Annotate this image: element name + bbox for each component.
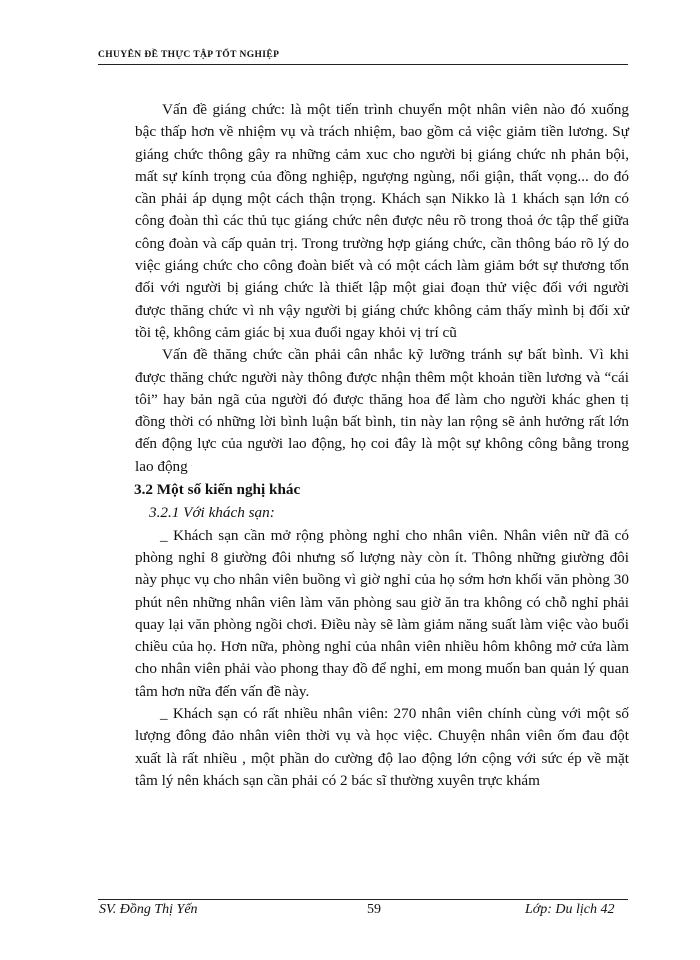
document-body [135, 99, 629, 792]
page-number: 59 [367, 902, 381, 917]
subsection-heading: 3.2.1 Với khách sạn: [149, 504, 275, 522]
paragraph-doctors: _ Khách sạn có rất nhiều nhân viên: 270 nhân viên chính cùng với một số lượng đông đảo nhân viên thời vụ và học việc. Chuyện nhân viên ốm đau đột xuất là rất nhiều , một phần do cường độ lao động lớn cộng với sức ép về mặt tâm lý nên khách sạn cần phải có 2 bác sĩ thường xuyên trực khám [135, 705, 629, 789]
footer-student-name: SV. Đồng Thị Yến [99, 902, 198, 917]
section-heading: 3.2 Một số kiến nghị khác [134, 481, 301, 499]
footer-divider [98, 899, 628, 900]
paragraph-demotion: Vấn đề giáng chức: là một tiến trình chuyển một nhân viên nào đó xuống bậc thấp hơn về nhiệm vụ và trách nhiệm, bao gồm cả việc giảm tiền lương. Sự giáng chức thông gây ra những cảm xuc cho người bị giáng chức nh phản bội, mất sự kính trọng của đồng nghiệp, ngượng ngùng, nổi giận, thất vọng... do đó cần phải áp dụng một cách thận trọng. Khách sạn Nikko là 1 khách sạn lớn có công đoàn thì các thủ tục giáng chức nên được nêu rõ trong thoả ớc tập thể giữa công đoàn và cấp quản trị. Trong trường hợp giáng chức, cần thông báo rõ lý do việc giáng chức cho công đoàn biết và có một cách làm giảm bớt sự thương tổn đối với người bị giáng chức là thiết lập một giai đoạn thử việc đối với người được thăng chức vì nh vậy người bị giáng chức không cảm thấy mình bị đối xử tồi tệ, không cảm giác bị xua đuổi ngay khỏi vị trí cũ [135, 101, 629, 341]
page-header-title: CHUYÊN ĐỀ THỰC TẬP TỐT NGHIỆP [98, 50, 280, 60]
paragraph-rest-room: _ Khách sạn cần mở rộng phòng nghỉ cho nhân viên. Nhân viên nữ đã có phòng nghỉ 8 giường đôi nhưng số lượng này còn ít. Thông những giường đôi này phục vụ cho nhân viên buồng vì giờ nghỉ của họ sớm hơn khối văn phòng 30 phút nên những nhân viên làm văn phòng sau giờ ăn tra không có chỗ nghỉ phải quay lại văn phòng ngồi chơi. Điều này sẽ làm giảm năng suất làm việc vào buổi chiều của họ. Hơn nữa, phòng nghỉ của nhân viên nhiều hôm không mở cửa làm cho nhân viên phải vào phong thay đồ để nghỉ, em mong muốn ban quản lý quan tâm hơn nữa đến vấn đề này. [135, 526, 629, 700]
header-divider [98, 64, 628, 65]
footer-class-name: Lớp: Du lịch 42 [525, 902, 615, 917]
paragraph-promotion: Vấn đề thăng chức cần phải cân nhắc kỹ lưỡng tránh sự bất bình. Vì khi được thăng chức người này thông được nhận thêm một khoản tiền lương và “cái tôi” hay bản ngã của người đó được thăng hoa để làm cho người khác ghen tị đồng thời có những lời bình luận bất bình, tin này lan rộng sẽ ảnh hưởng rất lớn đến động lực của người lao động, họ coi đây là một sự không công bằng trong lao động [135, 346, 629, 475]
